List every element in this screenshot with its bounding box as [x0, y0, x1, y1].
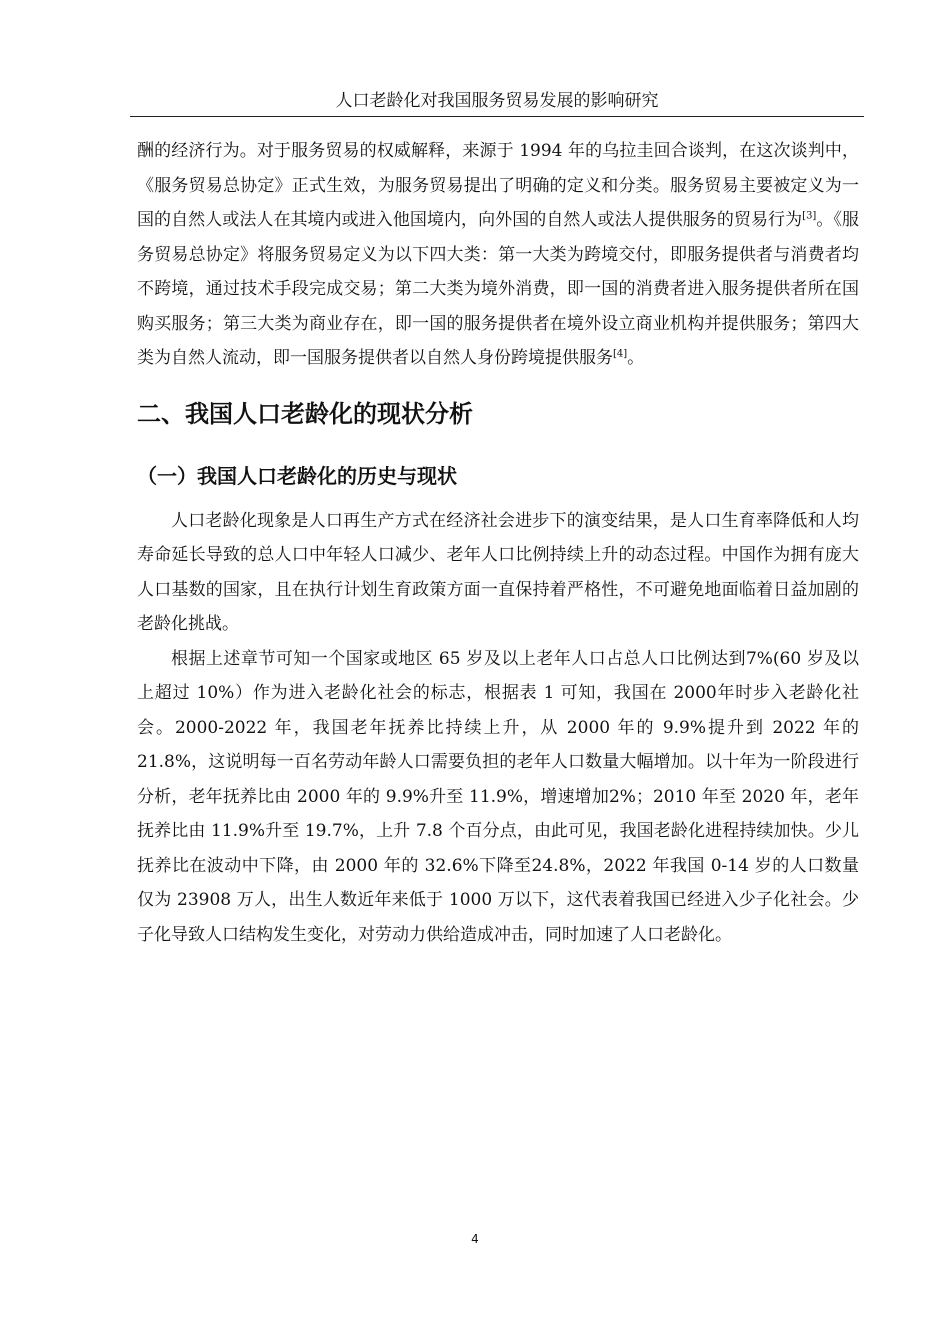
page-number: 4: [471, 1232, 479, 1246]
citation-3: [3]: [802, 210, 817, 222]
page-body: [137, 134, 859, 952]
intro-text-b: 。《服务贸易总协定》将服务贸易定义为以下四大类：第一大类为跨境交付，即服务提供者与消费者均不跨境，通过技术手段完成交易；第二大类为境外消费，即一国的消费者进入服务提供者所在国购买服务；第三大类为商业存在，即一国的服务提供者在境外设立商业机构并提供服务；第四大类为自然人流动，即一国服务提供者以自然人身份跨境提供服务: [137, 210, 860, 368]
intro-text-c: 。: [627, 348, 645, 368]
body-paragraph-2: 根据上述章节可知一个国家或地区 65 岁及以上老年人口占总人口比例达到7%(60 岁及以上超过 10%）作为进入老龄化社会的标志，根据表 1 可知，我国在 2000年时步入老龄化社会。2000-2022 年，我国老年抚养比持续上升，从 2000 年的 9.9%提升到 2022 年的 21.8%，这说明每一百名劳动年龄人口需要负担的老年人口数量大幅增加。以十年为一阶段进行分析，老年抚养比由 2000 年的 9.9%升至 11.9%，增速增加2%；2010 年至 2020 年，老年抚养比由 11.9%升至 19.7%，上升 7.8 个百分点，由此可见，我国老龄化进程持续加快。少儿抚养比在波动中下降，由 2000 年的 32.6%下降至24.8%，2022 年我国 0-14 岁的人口数量仅为 23908 万人，出生人数近年来低于 1000 万以下，这代表着我国已经进入少子化社会。少子化导致人口结构发生变化，对劳动力供给造成冲击，同时加速了人口老龄化。: [137, 648, 859, 945]
intro-paragraph: [137, 134, 859, 376]
body-paragraph-1: 人口老龄化现象是人口再生产方式在经济社会进步下的演变结果，是人口生育率降低和人均寿命延长导致的总人口中年轻人口减少、老年人口比例持续上升的动态过程。中国作为拥有庞大人口基数的国家，且在执行计划生育政策方面一直保持着严格性，不可避免地面临着日益加剧的老龄化挑战。: [137, 510, 859, 634]
subsection-heading: （一）我国人口老龄化的历史与现状: [137, 463, 457, 488]
intro-text-a: 酬的经济行为。对于服务贸易的权威解释，来源于 1994 年的乌拉圭回合谈判，在这次谈判中，《服务贸易总协定》正式生效，为服务贸易提出了明确的定义和分类。服务贸易主要被定义为一国的自然人或法人在其境内或进入他国境内，向外国的自然人或法人提供服务的贸易行为: [137, 141, 859, 230]
citation-4: [4]: [613, 348, 628, 360]
running-header-title: 人口老龄化对我国服务贸易发展的影响研究: [335, 91, 659, 111]
running-header: [130, 86, 864, 117]
section-heading: 二、我国人口老龄化的现状分析: [137, 399, 473, 428]
